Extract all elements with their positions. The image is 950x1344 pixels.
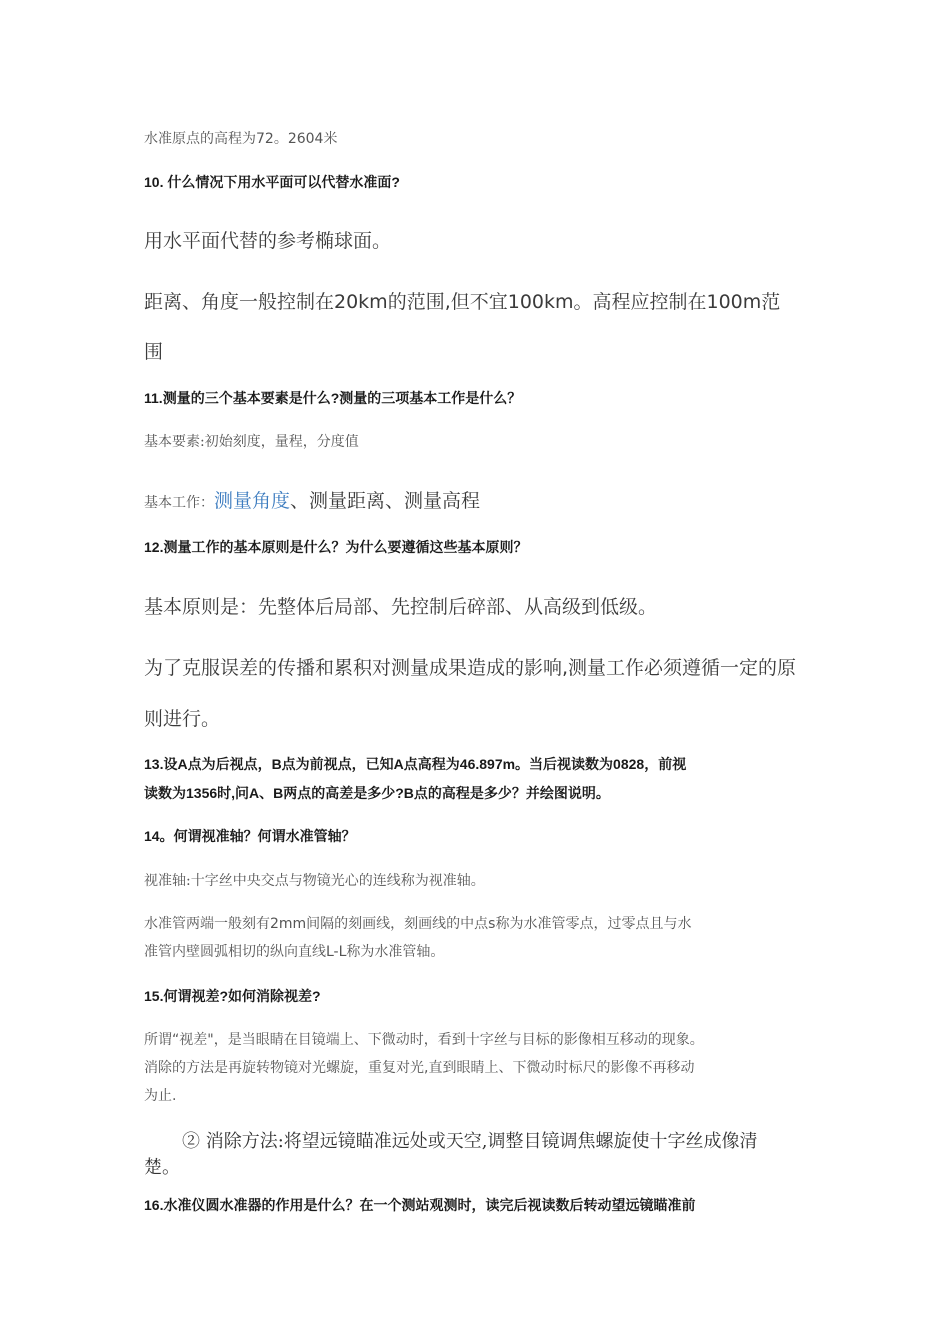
question-12: 12.测量工作的基本原则是什么？为什么要遵循这些基本原则？	[144, 539, 528, 555]
question-11: 11.测量的三个基本要素是什么?测量的三项基本工作是什么？	[144, 390, 522, 406]
question-15: 15.何谓视差?如何消除视差?	[144, 988, 321, 1004]
answer-12-line-1: 基本原则是：先整体后局部、先控制后碎部、从高级到低级。	[144, 596, 658, 618]
question-13-line-2: 读数为1356时,问A、B两点的高差是多少?B点的高程是多少？并绘图说明。	[144, 785, 610, 801]
answer-11-work-prefix: 基本工作：	[144, 495, 214, 511]
answer-14-line-1: 视准轴:十字丝中央交点与物镜光心的连线称为视准轴。	[144, 873, 485, 889]
answer-15-line-2: 消除的方法是再旋转物镜对光螺旋，重复对光,直到眼睛上、下微动时标尺的影像不再移动	[144, 1060, 695, 1076]
answer-14-line-2: 水准管两端一般刻有2mm间隔的刻画线，刻画线的中点s称为水准管零点，过零点且与水	[144, 916, 692, 932]
answer-15-line-3: 为止.	[144, 1088, 177, 1104]
answer-15-line-4: ② 消除方法:将望远镜瞄准远处或天空,调整目镜调焦螺旋使十字丝成像清	[182, 1131, 758, 1152]
question-16: 16.水准仪圆水准器的作用是什么？在一个测站观测时，读完后视读数后转动望远镜瞄准前	[144, 1197, 696, 1213]
text-benchmark-elevation: 水准原点的高程为72。2604米	[144, 131, 338, 147]
answer-14-line-3: 准管内壁圆弧相切的纵向直线L-L称为水准管轴。	[144, 944, 445, 960]
answer-11-work-highlight: 测量角度	[214, 490, 291, 512]
answer-10-line-3: 围	[144, 341, 164, 363]
answer-15-line-1: 所谓“视差"，是当眼睛在目镜端上、下微动时，看到十字丝与目标的影像相互移动的现象。	[144, 1032, 704, 1048]
answer-10-line-1: 用水平面代替的参考椭球面。	[144, 230, 392, 252]
answer-12-line-3: 则进行。	[144, 708, 221, 730]
answer-15-line-5: 楚。	[144, 1157, 180, 1178]
answer-11-work-rest: 、测量距离、测量高程	[290, 490, 481, 512]
question-10: 10. 什么情况下用水平面可以代替水准面?	[144, 174, 400, 190]
question-14: 14。何谓视准轴？何谓水准管轴？	[144, 828, 356, 844]
answer-12-line-2: 为了克服误差的传播和累积对测量成果造成的影响,测量工作必须遵循一定的原	[144, 657, 797, 679]
answer-11-work	[144, 486, 480, 513]
answer-11-elements: 基本要素:初始刻度，量程，分度值	[144, 434, 359, 450]
answer-10-line-2: 距离、角度一般控制在20km的范围,但不宜100km。高程应控制在100m范	[144, 291, 781, 313]
question-13-line-1: 13.设A点为后视点，B点为前视点，已知A点高程为46.897m。当后视读数为0828，前视	[144, 756, 687, 772]
